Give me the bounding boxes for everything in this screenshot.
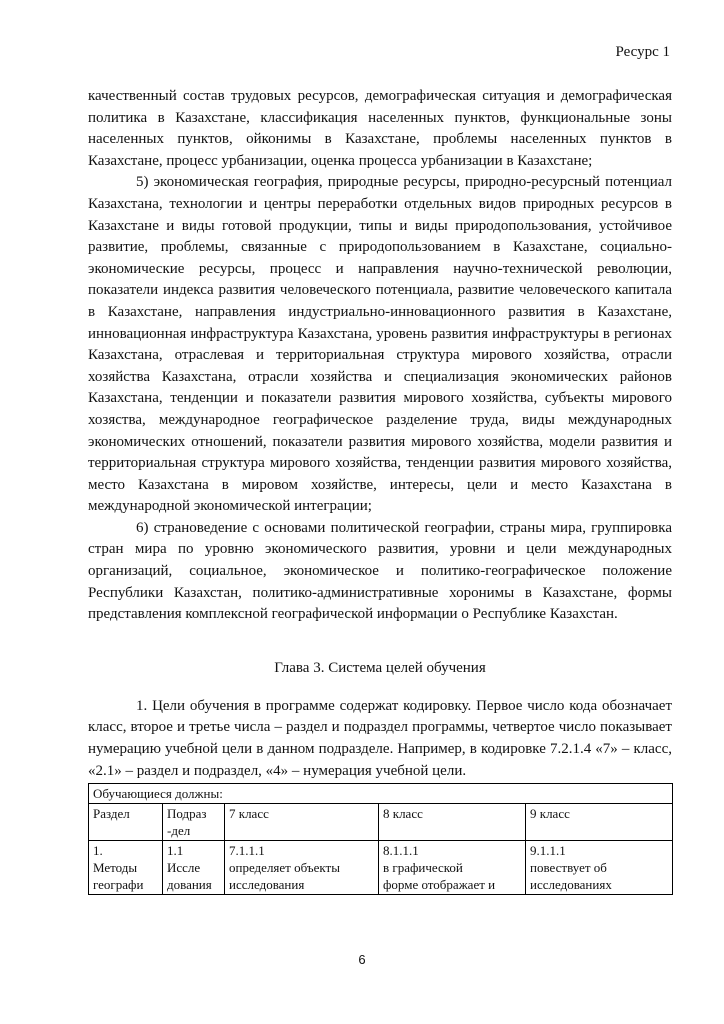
cell-line: 1. <box>93 843 103 859</box>
cell-line: Иссле <box>167 860 201 876</box>
header-subsection-text: Подраз-дел <box>167 806 207 839</box>
header-grade-8: 8 класс <box>379 804 526 841</box>
cell-grade-9 <box>526 841 673 895</box>
page-number: 6 <box>358 952 366 967</box>
cell-line: исследования <box>229 877 305 893</box>
cell-line: исследованиях <box>530 877 612 893</box>
resource-label: Ресурс 1 <box>615 44 670 60</box>
header-grade-9: 9 класс <box>526 804 673 841</box>
cell-grade-7 <box>225 841 379 895</box>
header-section: Раздел <box>89 804 163 841</box>
header-grade-7: 7 класс <box>225 804 379 841</box>
table-header-row <box>89 804 673 841</box>
paragraph-country-studies: 6) страноведение с основами политической географии, страны мира, группировка стран мира по уровню экономического развития, уровни и цели международных организаций, социальное, экономическое и политико-географическое положение Республики Казахстан, политико-административные хоронимы в Казахстане, формы представления комплексной географической информации о Республике Казахстан. <box>88 519 672 623</box>
cell-grade-8 <box>379 841 526 895</box>
cell-line: в графической <box>383 860 463 876</box>
paragraph-economic-geography: 5) экономическая география, природные ресурсы, природно-ресурсный потенциал Казахстана, технологии и центры переработки отдельных видов природных ресурсов в Казахстане и виды готовой продукции, типы и виды природопользования, устойчивое развитие, проблемы, связанные с природопользованием в Казахстане, социально-экономические ресурсы, процесс и направления научно-технической революции, показатели индекса развития человеческого потенциала, развитие человеческого капитала в Казахстане, направления индустриально-инновационного развития в Казахстане, инновационная инфраструктура Казахстана, уровень развития инфраструктуры в регионах Казахстана, отраслевая и территориальная структура мирового хозяйства, отрасли хозяйства Казахстана, отрасли хозяйства и специализация экономических районов Казахстана, тенденции и показатели развития мирового хозяйства, субъекты мирового хозяства, международное географическое разделение труда, виды международных экономических отношений, показатели развития мирового хозяйства, модели развития и территориальная структура мирового хозяйства, тенденции развития мирового хозяйства, место Казахстана в мировом хозяйстве, интересы, цели и место Казахстана в международной экономической интеграции; <box>88 174 672 515</box>
cell-line: определяет объекты <box>229 860 340 876</box>
cell-line: 9.1.1.1 <box>530 843 566 859</box>
learning-goals-table <box>88 783 673 895</box>
header-subsection <box>163 804 225 841</box>
cell-line: Методы <box>93 860 138 876</box>
chapter-title: Глава 3. Система целей обучения <box>274 659 486 676</box>
paragraph-demography: качественный состав трудовых ресурсов, демографическая ситуация и демографическая политика в Казахстане, классификация населенных пунктов, функциональные зоны населенных пунктов, ойконимы в Казахстане, проблемы населенных пунктов в Казахстане, процесс урбанизации, оценка процесса урбанизации в Казахстане; <box>88 88 672 169</box>
cell-line: 8.1.1.1 <box>383 843 419 859</box>
cell-line: форме отображает и <box>383 877 496 893</box>
cell-line: 1.1 <box>167 843 184 859</box>
table-caption-row <box>89 784 673 804</box>
table-caption: Обучающиеся должны: <box>89 784 673 804</box>
cell-subsection <box>163 841 225 895</box>
cell-line: повествует об <box>530 860 607 876</box>
paragraph-learning-goals-intro: 1. Цели обучения в программе содержат кодировку. Первое число кода обозначает класс, второе и третье числа – раздел и подраздел программы, четвертое число показывает нумерацию учебной цели в данном подразделе. Например, в кодировке 7.2.1.4 «7» – класс, «2.1» – раздел и подраздел, «4» – нумерация учебной цели. <box>88 697 672 779</box>
page-content <box>88 86 672 895</box>
cell-line: 7.1.1.1 <box>229 843 265 859</box>
cell-line: дования <box>167 877 212 893</box>
cell-section <box>89 841 163 895</box>
cell-line: географи <box>93 877 144 893</box>
table-row <box>89 841 673 895</box>
